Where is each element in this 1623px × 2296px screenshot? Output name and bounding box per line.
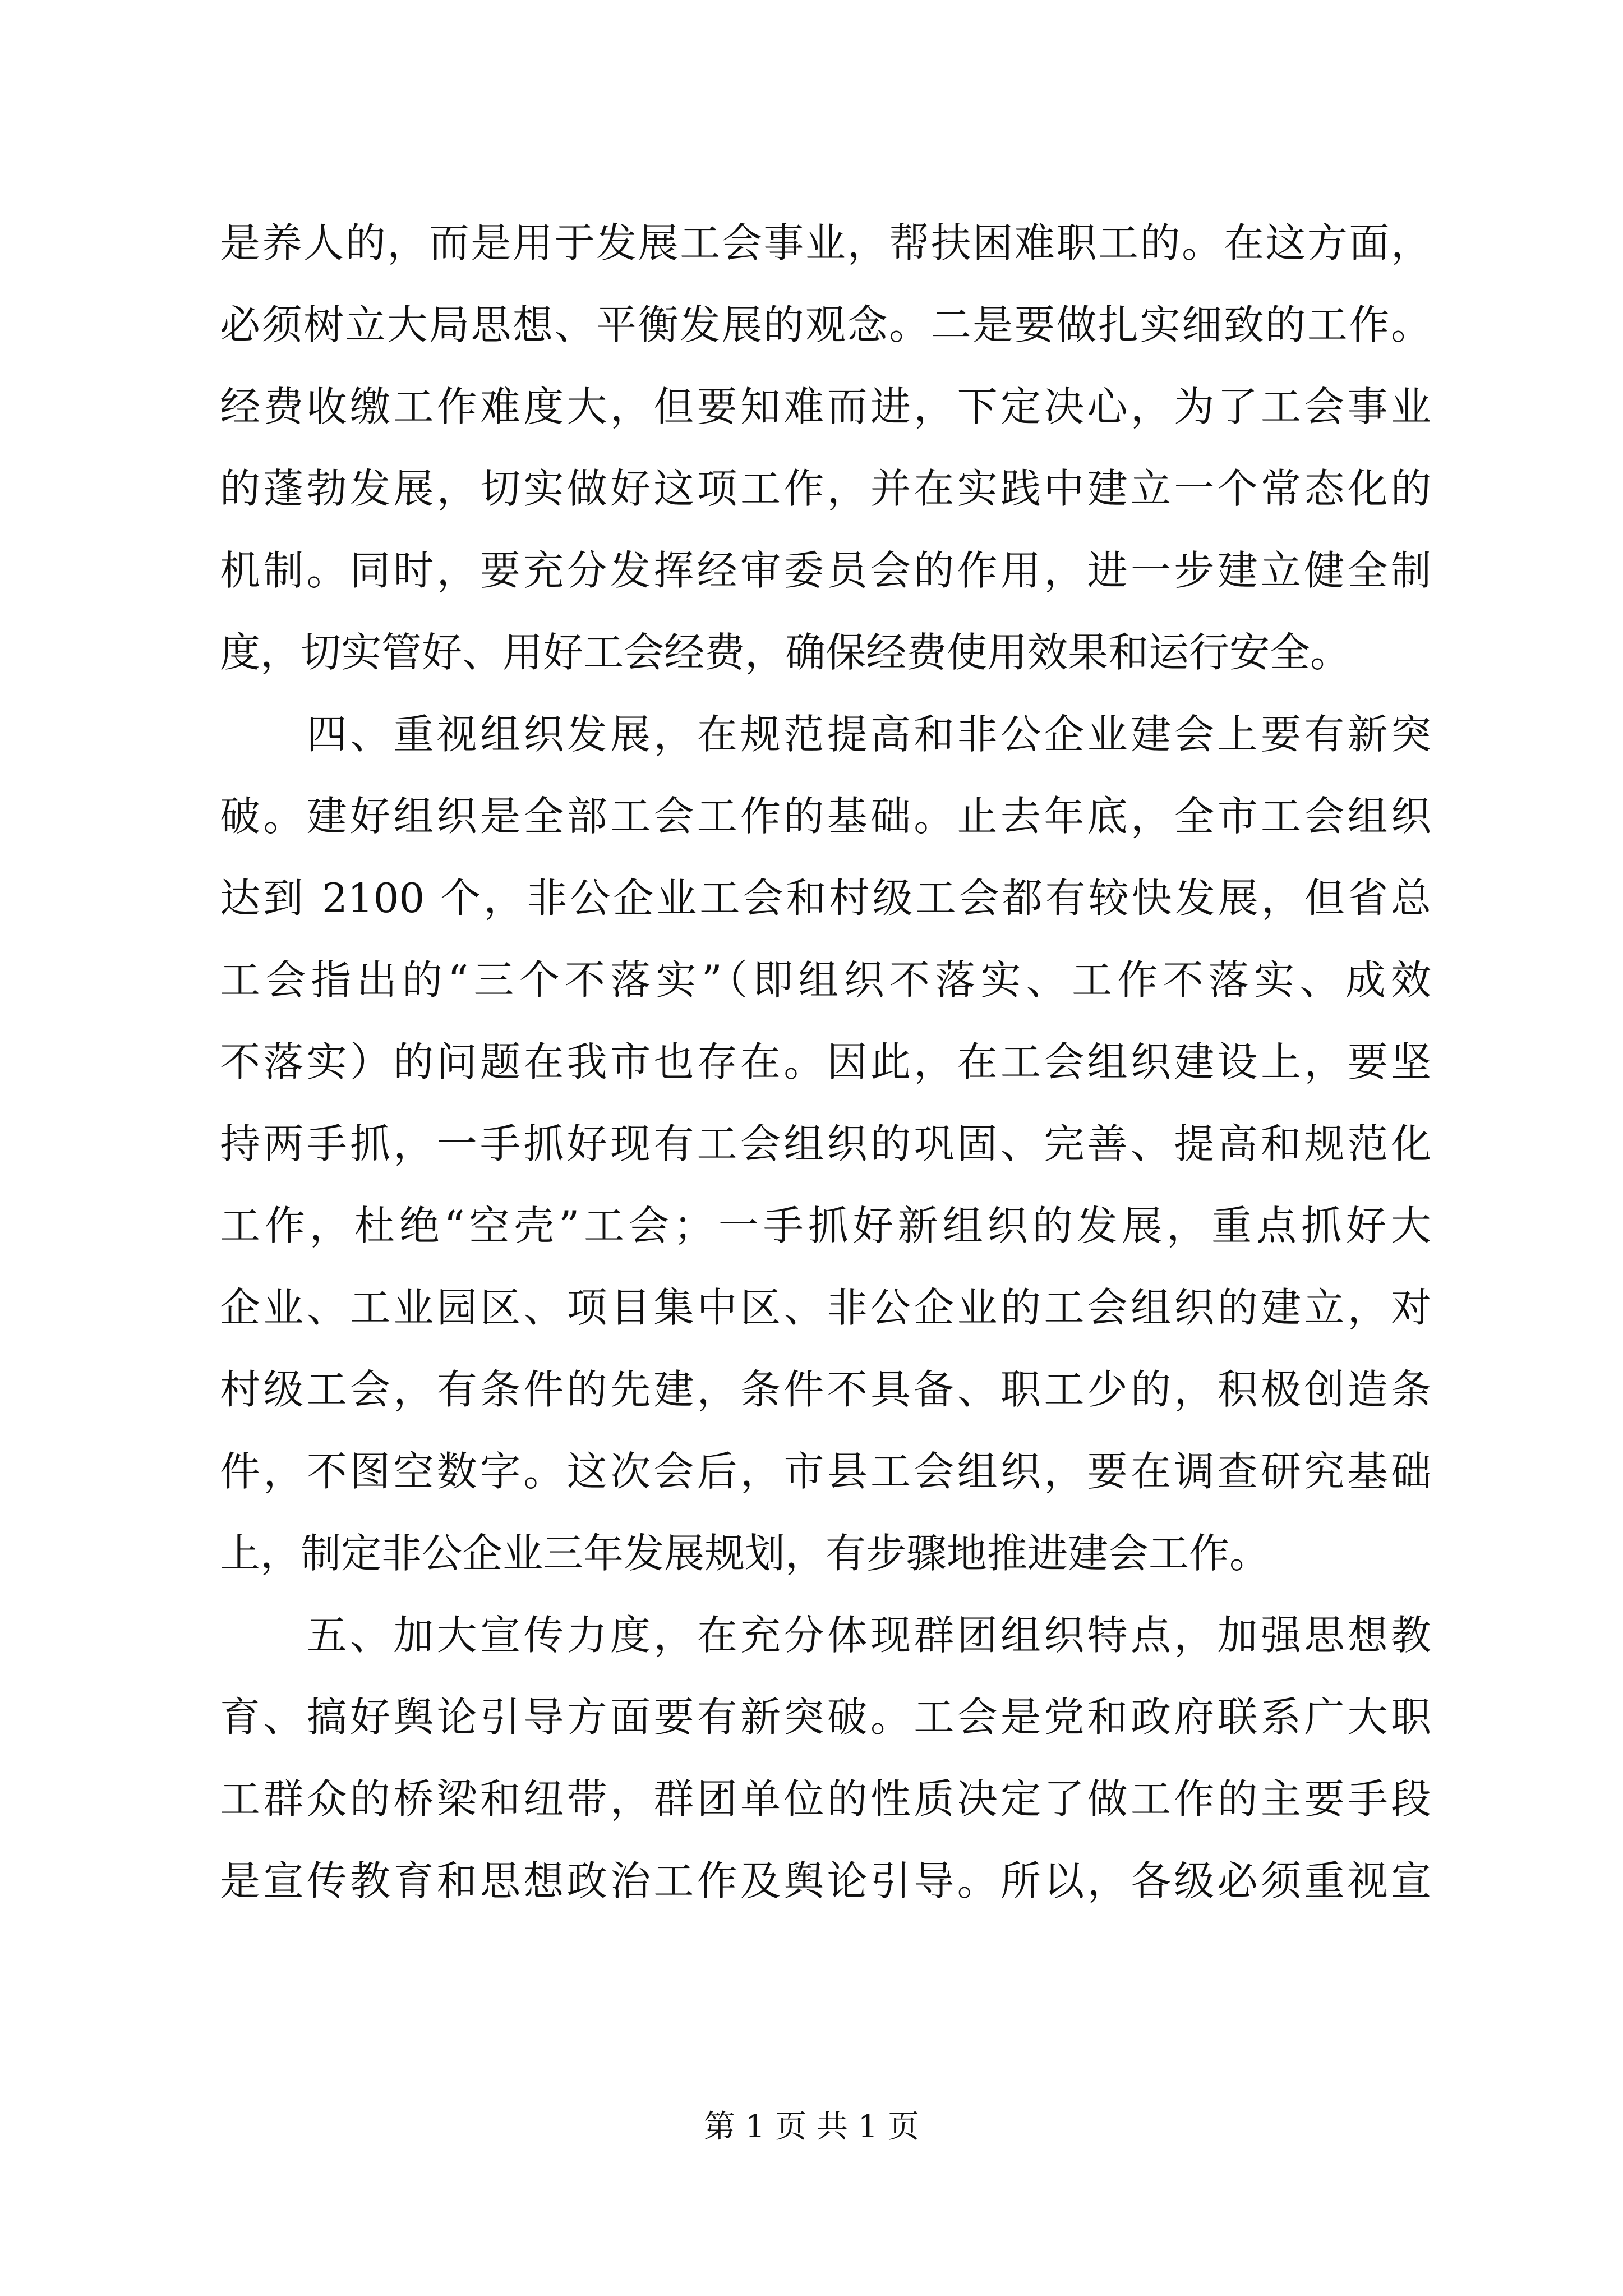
text-line: 企业、工业园区、项目集中区、非公企业的工会组织的建立，对 bbox=[220, 1284, 1431, 1331]
text-line: 经费收缴工作难度大，但要知难而进，下定决心，为了工会事业 bbox=[220, 383, 1431, 430]
text-line: 是养人的，而是用于发展工会事业，帮扶困难职工的。在这方面， bbox=[220, 219, 1431, 266]
text-line: 度，切实管好、用好工会经费，确保经费使用效果和运行安全。 bbox=[220, 629, 1351, 676]
text-line: 达到 2100 个，非公企业工会和村级工会都有较快发展，但省总 bbox=[220, 875, 1431, 922]
text-line: 村级工会，有条件的先建，条件不具备、职工少的，积极创造条 bbox=[220, 1366, 1431, 1413]
text-line: 上，制定非公企业三年发展规划，有步骤地推进建会工作。 bbox=[220, 1530, 1270, 1577]
text-line: 机制。同时，要充分发挥经审委员会的作用，进一步建立健全制 bbox=[220, 547, 1431, 594]
text-line: 工会指出的“三个不落实”（即组织不落实、工作不落实、成效 bbox=[220, 956, 1431, 1004]
text-line: 工作，杜绝“空壳”工会；一手抓好新组织的发展，重点抓好大 bbox=[220, 1202, 1431, 1249]
text-line: 的蓬勃发展，切实做好这项工作，并在实践中建立一个常态化的 bbox=[220, 465, 1431, 512]
text-line: 破。建好组织是全部工会工作的基础。止去年底，全市工会组织 bbox=[220, 793, 1431, 840]
document-body bbox=[220, 202, 1431, 1922]
text-line: 持两手抓，一手抓好现有工会组织的巩固、完善、提高和规范化 bbox=[220, 1120, 1431, 1167]
text-line: 是宣传教育和思想政治工作及舆论引导。所以，各级必须重视宣 bbox=[220, 1857, 1431, 1904]
text-line: 必须树立大局思想、平衡发展的观念。二是要做扎实细致的工作。 bbox=[220, 301, 1431, 348]
text-line: 工群众的桥梁和纽带，群团单位的性质决定了做工作的主要手段 bbox=[220, 1775, 1431, 1823]
text-line: 育、搞好舆论引导方面要有新突破。工会是党和政府联系广大职 bbox=[220, 1694, 1431, 1741]
text-line: 件，不图空数字。这次会后，市县工会组织，要在调查研究基础 bbox=[220, 1448, 1431, 1495]
text-line: 四、重视组织发展，在规范提高和非公企业建会上要有新突 bbox=[220, 711, 1431, 758]
page-footer: 第 1 页 共 1 页 bbox=[703, 2109, 920, 2145]
text-line: 五、加大宣传力度，在充分体现群团组织特点，加强思想教 bbox=[220, 1612, 1431, 1659]
text-line: 不落实）的问题在我市也存在。因此，在工会组织建设上，要坚 bbox=[220, 1038, 1431, 1085]
